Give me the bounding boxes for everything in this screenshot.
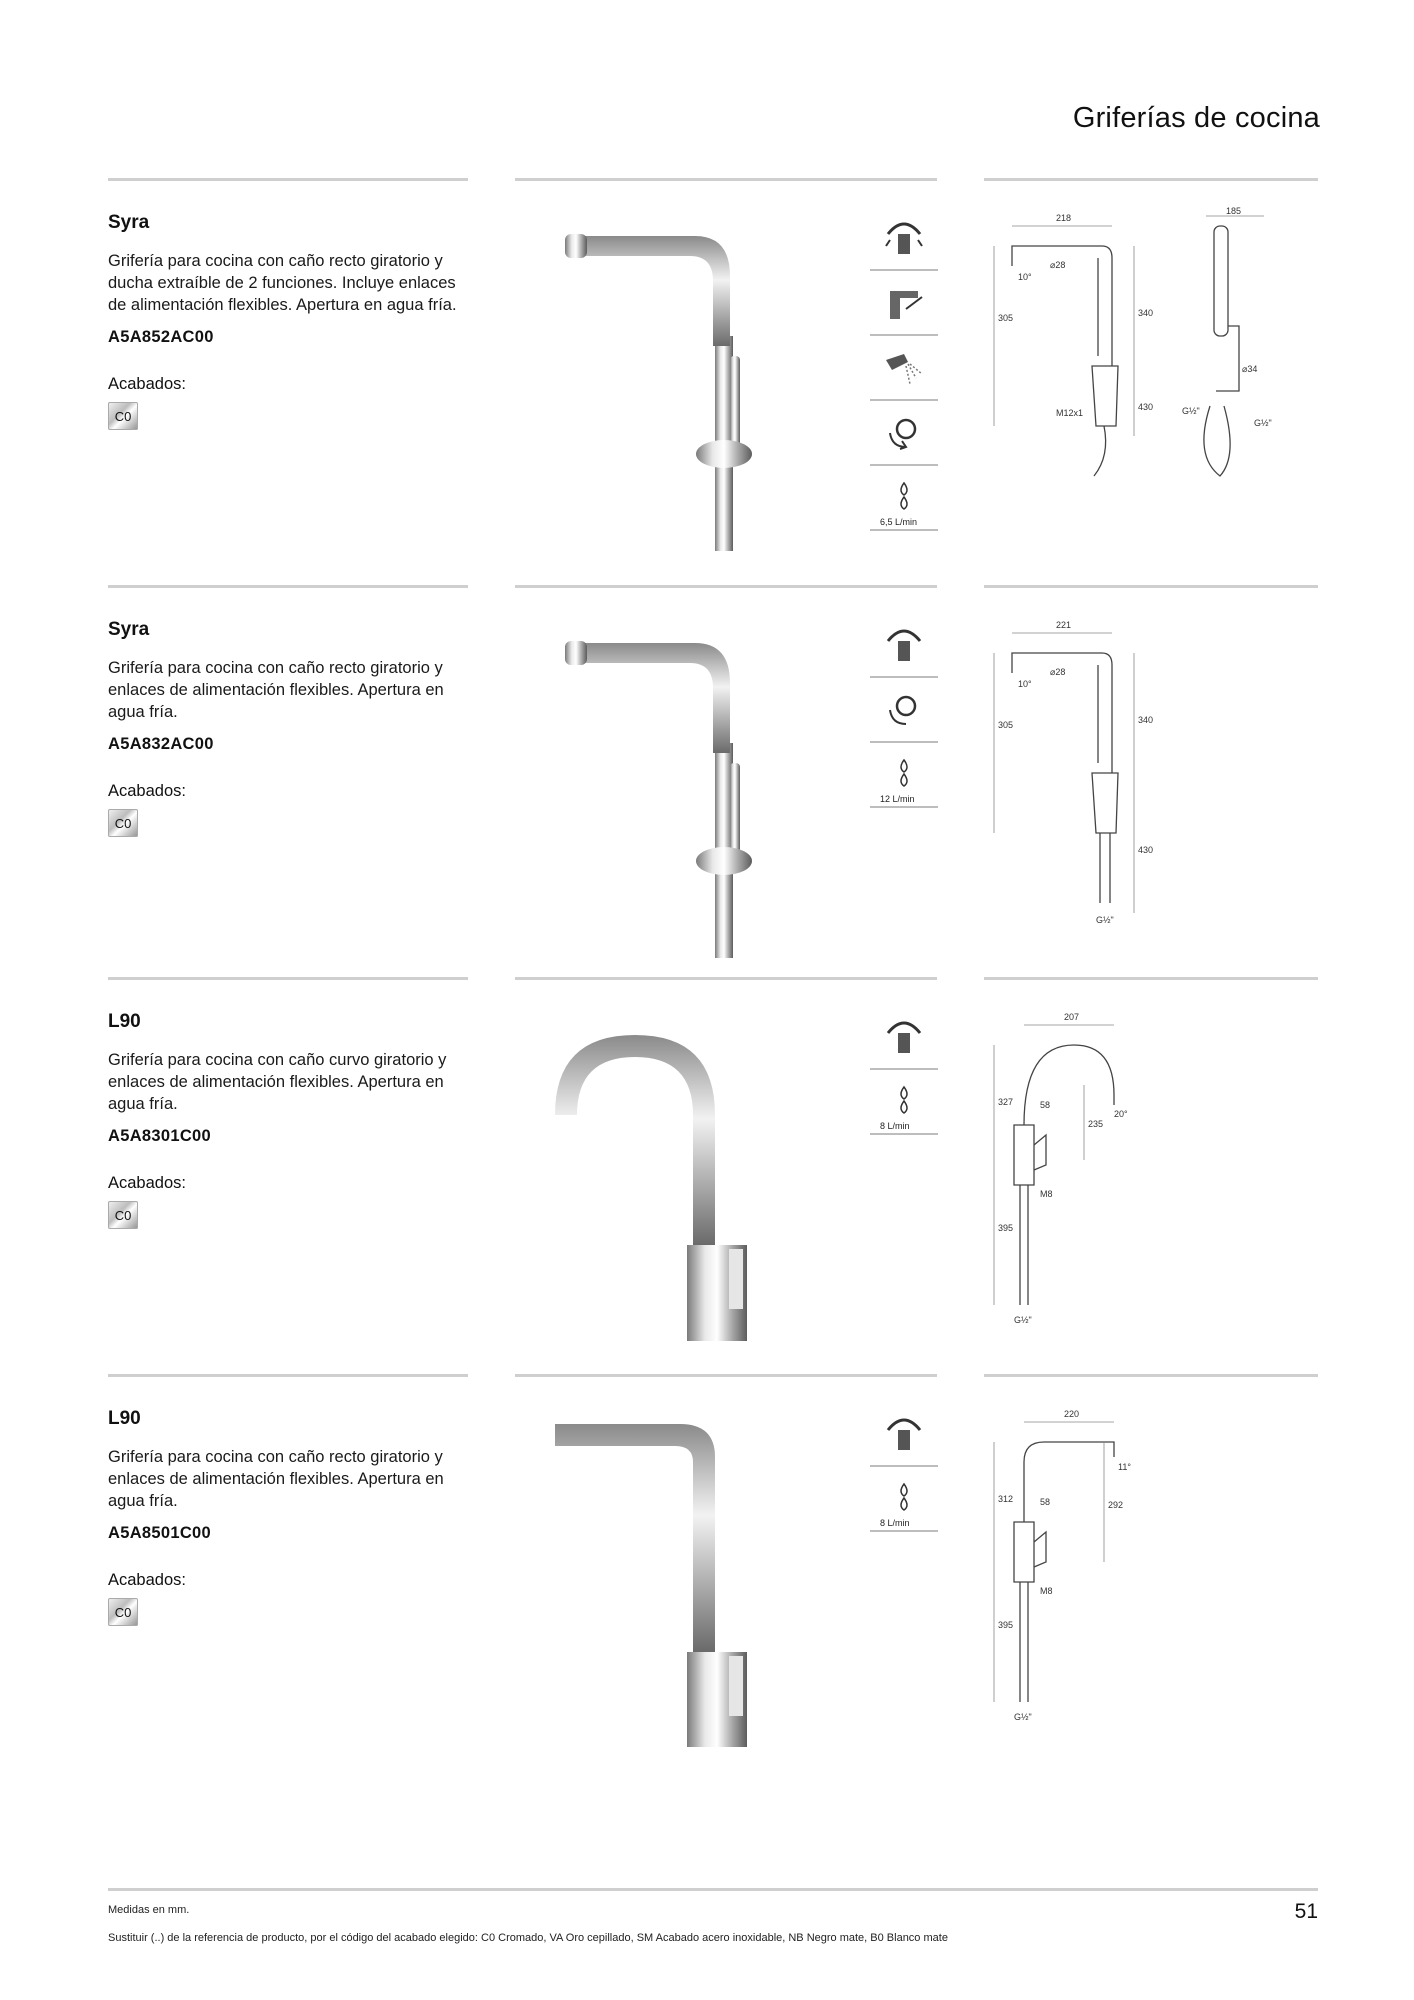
lever-handle bbox=[730, 356, 740, 446]
dim-label: 10° bbox=[1018, 272, 1032, 282]
flow-rate-unit: L/min bbox=[895, 517, 918, 527]
technical-drawing bbox=[984, 1005, 1318, 1350]
dim-label: 312 bbox=[998, 1494, 1014, 1504]
flow-rate-icon bbox=[870, 1467, 938, 1532]
feature-icons bbox=[870, 206, 938, 531]
divider bbox=[108, 585, 468, 588]
footer-finish-note: Sustituir (..) de la referencia de producto, por el código del acabado elegido: C0 Cromado, VA Oro cepillado, SM Acabado acero inoxidable, NB Negro mate, B0 Blanco mate bbox=[108, 1932, 948, 1944]
technical-drawing bbox=[984, 1402, 1318, 1747]
feature-icons bbox=[870, 1402, 938, 1532]
dim-label: 430 bbox=[1138, 845, 1154, 855]
feature-icons bbox=[870, 1005, 938, 1135]
two-function-shower-icon bbox=[870, 336, 938, 401]
faucet-photo bbox=[515, 1402, 850, 1747]
product-code: A5A852AC00 bbox=[108, 328, 214, 346]
product-card bbox=[0, 178, 1414, 558]
divider bbox=[108, 1374, 468, 1377]
dim-label: 220 bbox=[1064, 1409, 1080, 1419]
product-card bbox=[0, 1374, 1414, 1754]
swivel-spout-icon bbox=[870, 1005, 938, 1070]
divider bbox=[515, 1374, 937, 1377]
dim-label: 218 bbox=[1056, 213, 1072, 223]
dim-label: 185 bbox=[1226, 206, 1242, 216]
dim-label: 305 bbox=[998, 313, 1014, 323]
finish-swatch[interactable]: C0 bbox=[108, 402, 138, 430]
dim-label: 10° bbox=[1018, 679, 1032, 689]
divider bbox=[515, 585, 937, 588]
feature-icons bbox=[870, 613, 938, 808]
dim-label: ⌀34 bbox=[1242, 364, 1258, 374]
finish-swatch[interactable]: C0 bbox=[108, 809, 138, 837]
flow-rate-icon bbox=[870, 466, 938, 531]
divider bbox=[984, 178, 1318, 181]
divider bbox=[984, 1374, 1318, 1377]
divider bbox=[515, 977, 937, 980]
flow-rate-unit: L/min bbox=[887, 1121, 910, 1131]
dim-label: G½" bbox=[1182, 406, 1200, 416]
faucet-spout bbox=[555, 1424, 715, 1652]
flow-rate-value: 12 bbox=[880, 794, 891, 804]
dim-label: M12x1 bbox=[1056, 408, 1084, 418]
finishes-label: Acabados: bbox=[108, 375, 186, 393]
faucet-photo bbox=[515, 206, 850, 551]
dim-label: G½" bbox=[1096, 915, 1114, 925]
product-name: L90 bbox=[108, 1011, 141, 1032]
page-number: 51 bbox=[1294, 1900, 1318, 1923]
dim-label: M8 bbox=[1040, 1586, 1053, 1596]
swivel-spout-icon bbox=[870, 613, 938, 678]
mixer-cartridge bbox=[696, 440, 752, 468]
product-name: Syra bbox=[108, 619, 150, 640]
product-code: A5A8501C00 bbox=[108, 1524, 211, 1542]
product-code: A5A832AC00 bbox=[108, 735, 214, 753]
footer-divider bbox=[108, 1888, 1318, 1891]
dim-label: ⌀28 bbox=[1050, 667, 1066, 677]
pull-out-spray-icon bbox=[870, 271, 938, 336]
finish-swatch[interactable]: C0 bbox=[108, 1201, 138, 1229]
swivel-spout-icon bbox=[870, 206, 938, 271]
swivel-spout-icon bbox=[870, 1402, 938, 1467]
divider bbox=[108, 178, 468, 181]
faucet-spout bbox=[555, 1035, 715, 1245]
dim-label: G½" bbox=[1254, 418, 1272, 428]
product-card bbox=[0, 585, 1414, 965]
cold-water-opening-icon bbox=[870, 401, 938, 466]
finishes-label: Acabados: bbox=[108, 1571, 186, 1589]
dim-label: 327 bbox=[998, 1097, 1014, 1107]
technical-drawing bbox=[984, 206, 1318, 551]
divider bbox=[108, 977, 468, 980]
finish-swatch[interactable]: C0 bbox=[108, 1598, 138, 1626]
dim-label: 221 bbox=[1056, 620, 1072, 630]
dim-label: 292 bbox=[1108, 1500, 1124, 1510]
dim-label: 395 bbox=[998, 1223, 1014, 1233]
finishes-label: Acabados: bbox=[108, 1174, 186, 1192]
dim-label: 305 bbox=[998, 720, 1014, 730]
dim-label: 58 bbox=[1040, 1100, 1051, 1110]
faucet-spout bbox=[575, 236, 730, 346]
dim-label: 340 bbox=[1138, 715, 1154, 725]
product-description: Grifería para cocina con caño recto giratorio y enlaces de alimentación flexibles. Apertura en agua fría. bbox=[108, 1448, 444, 1510]
dim-label: 235 bbox=[1088, 1119, 1104, 1129]
footer-units-note: Medidas en mm. bbox=[108, 1904, 190, 1916]
faucet-photo bbox=[515, 1005, 850, 1350]
dim-label: 58 bbox=[1040, 1497, 1051, 1507]
faucet-photo bbox=[515, 613, 850, 958]
cold-water-opening-icon bbox=[870, 678, 938, 743]
flow-rate-unit: L/min bbox=[892, 794, 915, 804]
dim-label: G½" bbox=[1014, 1712, 1032, 1722]
flow-rate-unit: L/min bbox=[887, 1518, 910, 1528]
dim-label: ⌀28 bbox=[1050, 260, 1066, 270]
dim-label: 395 bbox=[998, 1620, 1014, 1630]
product-name: Syra bbox=[108, 212, 150, 233]
dim-label: M8 bbox=[1040, 1189, 1053, 1199]
product-description: Grifería para cocina con caño recto giratorio y ducha extraíble de 2 funciones. Incluye enlaces de alimentación flexibles. Apertura en agua fría. bbox=[108, 252, 457, 314]
technical-drawing bbox=[984, 613, 1318, 958]
flow-rate-icon bbox=[870, 1070, 938, 1135]
dim-label: 340 bbox=[1138, 308, 1154, 318]
product-description: Grifería para cocina con caño curvo giratorio y enlaces de alimentación flexibles. Apertura en agua fría. bbox=[108, 1051, 447, 1113]
product-card bbox=[0, 977, 1414, 1357]
flow-rate-value: 8 bbox=[880, 1518, 886, 1528]
flow-rate-value: 6,5 bbox=[880, 517, 893, 527]
divider bbox=[515, 178, 937, 181]
finishes-label: Acabados: bbox=[108, 782, 186, 800]
divider bbox=[984, 977, 1318, 980]
product-name: L90 bbox=[108, 1408, 141, 1429]
divider bbox=[984, 585, 1318, 588]
product-code: A5A8301C00 bbox=[108, 1127, 211, 1145]
dim-label: 430 bbox=[1138, 402, 1154, 412]
dim-label: G½" bbox=[1014, 1315, 1032, 1325]
product-description: Grifería para cocina con caño recto giratorio y enlaces de alimentación flexibles. Apertura en agua fría. bbox=[108, 659, 444, 721]
page-title: Griferías de cocina bbox=[1072, 102, 1320, 134]
flow-rate-icon bbox=[870, 743, 938, 808]
dim-label: 11° bbox=[1118, 1462, 1131, 1472]
dim-label: 20° bbox=[1114, 1109, 1128, 1119]
flow-rate-value: 8 bbox=[880, 1121, 886, 1131]
pull-out-head bbox=[565, 234, 587, 258]
dim-label: 207 bbox=[1064, 1012, 1080, 1022]
